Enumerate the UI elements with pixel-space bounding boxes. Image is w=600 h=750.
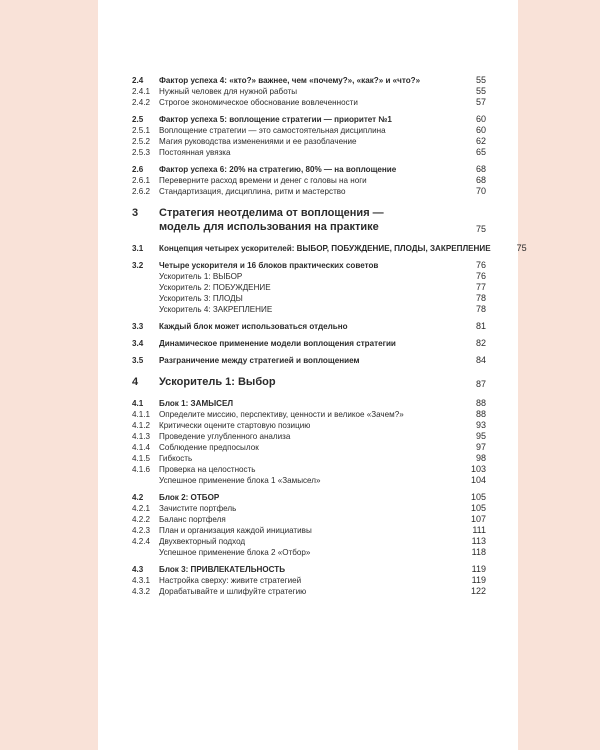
entry-number: 3.2 bbox=[132, 261, 144, 270]
toc-subsection[interactable] bbox=[132, 547, 486, 558]
page-number: 104 bbox=[470, 475, 486, 485]
page-number: 75 bbox=[475, 224, 486, 234]
entry-number: 4.2.2 bbox=[132, 515, 151, 524]
entry-number: 2.4.1 bbox=[132, 87, 151, 96]
entry-number: 2.5.3 bbox=[132, 148, 151, 157]
page-number: 87 bbox=[475, 379, 486, 389]
entry-number: 3.3 bbox=[132, 322, 144, 331]
page-number: 84 bbox=[475, 355, 486, 365]
page-number: 119 bbox=[471, 575, 486, 585]
toc-subsection[interactable] bbox=[132, 475, 486, 486]
entry-title: Блок 1: ЗАМЫСЕЛ bbox=[159, 399, 234, 408]
page-number: 70 bbox=[475, 186, 486, 196]
entry-number: 4.1.4 bbox=[132, 443, 151, 452]
toc-subsection[interactable] bbox=[132, 86, 486, 97]
page-number: 68 bbox=[475, 164, 486, 174]
page-number: 77 bbox=[475, 282, 486, 292]
toc-subsection[interactable] bbox=[132, 409, 486, 420]
toc-subsection[interactable] bbox=[132, 453, 486, 464]
toc-section[interactable] bbox=[132, 392, 486, 409]
page-number: 60 bbox=[475, 114, 486, 124]
entry-number: 4.3 bbox=[132, 565, 144, 574]
page-number: 78 bbox=[475, 304, 486, 314]
entry-number: 4.1.6 bbox=[132, 465, 151, 474]
entry-number: 4.1.1 bbox=[132, 410, 151, 419]
entry-number: 2.4 bbox=[132, 76, 144, 85]
entry-title: Ускоритель 4: ЗАКРЕПЛЕНИЕ bbox=[159, 305, 273, 314]
toc-section[interactable] bbox=[132, 69, 486, 86]
page-number: 95 bbox=[475, 431, 486, 441]
chapter-title bbox=[159, 375, 450, 389]
chapter-title-line: модель для использования на практике bbox=[159, 221, 379, 233]
page-number: 118 bbox=[471, 547, 486, 557]
entry-number: 3.4 bbox=[132, 339, 144, 348]
toc-subsection[interactable] bbox=[132, 97, 486, 108]
entry-title: Баланс портфеля bbox=[159, 515, 226, 524]
entry-number: 2.6.2 bbox=[132, 187, 151, 196]
entry-title: Гибкость bbox=[159, 454, 193, 463]
entry-number: 4.3.1 bbox=[132, 576, 151, 585]
entry-title: Проведение углубленного анализа bbox=[159, 432, 291, 441]
entry-number: 3.5 bbox=[132, 356, 144, 365]
entry-title: Успешное применение блока 1 «Замысел» bbox=[159, 476, 321, 485]
entry-title: Магия руководства изменениями и ее разоблачение bbox=[159, 137, 357, 146]
entry-title: План и организация каждой инициативы bbox=[159, 526, 312, 535]
toc-section[interactable] bbox=[132, 254, 486, 271]
toc-section[interactable] bbox=[132, 237, 527, 254]
book-page bbox=[98, 0, 527, 750]
entry-number: 4.3.2 bbox=[132, 587, 151, 596]
entry-number: 4.2.4 bbox=[132, 537, 151, 546]
toc-subsection[interactable] bbox=[132, 514, 486, 525]
page-number: 113 bbox=[471, 536, 486, 546]
entry-number: 2.6.1 bbox=[132, 176, 151, 185]
entry-title: Проверка на целостность bbox=[159, 465, 256, 474]
entry-title: Настройка сверху: живите стратегией bbox=[159, 576, 302, 585]
entry-title: Строгое экономическое обоснование вовлеченности bbox=[159, 98, 358, 107]
entry-number: 4.2.1 bbox=[132, 504, 151, 513]
entry-number: 4.1.2 bbox=[132, 421, 151, 430]
page-number: 82 bbox=[475, 338, 486, 348]
entry-number: 2.6 bbox=[132, 165, 144, 174]
toc-subsection[interactable] bbox=[132, 575, 486, 586]
entry-number: 3.1 bbox=[132, 244, 144, 253]
page-number: 65 bbox=[475, 147, 486, 157]
entry-title: Воплощение стратегии — это самостоятельная дисциплина bbox=[159, 126, 386, 135]
entry-title: Фактор успеха 6: 20% на стратегию, 80% — на воплощение bbox=[159, 165, 397, 174]
page-number: 57 bbox=[475, 97, 486, 107]
entry-title: Постоянная увязка bbox=[159, 148, 231, 157]
entry-number: 2.5 bbox=[132, 115, 144, 124]
page-number: 60 bbox=[475, 125, 486, 135]
entry-number: 2.5.1 bbox=[132, 126, 151, 135]
entry-number: 4.1 bbox=[132, 399, 144, 408]
page-number: 103 bbox=[470, 464, 486, 474]
entry-number: 4.2 bbox=[132, 493, 144, 502]
toc-section[interactable] bbox=[132, 158, 486, 175]
entry-number: 4.1.5 bbox=[132, 454, 151, 463]
page-number: 107 bbox=[470, 514, 486, 524]
toc-section[interactable] bbox=[132, 349, 486, 366]
toc-subsection[interactable] bbox=[132, 536, 486, 547]
page-number: 119 bbox=[471, 564, 486, 574]
toc-chapter[interactable] bbox=[132, 197, 486, 237]
entry-title: Ускоритель 2: ПОБУЖДЕНИЕ bbox=[159, 283, 271, 292]
toc-subsection[interactable] bbox=[132, 525, 486, 536]
entry-title: Ускоритель 3: ПЛОДЫ bbox=[159, 294, 243, 303]
toc-chapter[interactable] bbox=[132, 366, 486, 392]
toc-subsection[interactable] bbox=[132, 420, 486, 431]
page-number: 76 bbox=[475, 271, 486, 281]
entry-title: Разграничение между стратегией и воплощением bbox=[159, 356, 360, 365]
entry-title: Успешное применение блока 2 «Отбор» bbox=[159, 548, 311, 557]
entry-title: Двухвекторный подход bbox=[159, 537, 246, 546]
page-number: 88 bbox=[475, 409, 486, 419]
page-number: 81 bbox=[475, 321, 486, 331]
page-number: 55 bbox=[475, 75, 486, 85]
page-number: 97 bbox=[475, 442, 486, 452]
entry-title: Ускоритель 1: ВЫБОР bbox=[159, 272, 243, 281]
entry-title: Каждый блок может использоваться отдельно bbox=[159, 322, 348, 331]
page-number: 62 bbox=[475, 136, 486, 146]
table-of-contents bbox=[132, 69, 527, 597]
entry-number: 2.4.2 bbox=[132, 98, 151, 107]
entry-title: Соблюдение предпосылок bbox=[159, 443, 259, 452]
toc-subsection[interactable] bbox=[132, 175, 486, 186]
entry-title: Стандартизация, дисциплина, ритм и мастерство bbox=[159, 187, 346, 196]
page-number: 122 bbox=[470, 586, 486, 596]
toc-section[interactable] bbox=[132, 108, 486, 125]
page-number: 78 bbox=[475, 293, 486, 303]
page-number: 105 bbox=[470, 503, 486, 513]
toc-section[interactable] bbox=[132, 332, 486, 349]
entry-number: 2.5.2 bbox=[132, 137, 151, 146]
page-number: 93 bbox=[475, 420, 486, 430]
toc-subsection[interactable] bbox=[132, 125, 486, 136]
chapter-title-line: Стратегия неотделима от воплощения — bbox=[159, 207, 384, 219]
chapter-number: 4 bbox=[132, 376, 139, 388]
toc-section[interactable] bbox=[132, 315, 486, 332]
entry-title: Блок 3: ПРИВЛЕКАТЕЛЬНОСТЬ bbox=[159, 565, 286, 574]
entry-title: Блок 2: ОТБОР bbox=[159, 493, 220, 502]
entry-title: Фактор успеха 5: воплощение стратегии — приоритет №1 bbox=[159, 115, 392, 124]
entry-title: Переверните расход времени и денег с головы на ноги bbox=[159, 176, 367, 185]
page-number: 111 bbox=[472, 525, 486, 535]
entry-number: 4.2.3 bbox=[132, 526, 151, 535]
page-number: 88 bbox=[475, 398, 486, 408]
entry-title: Фактор успеха 4: «кто?» важнее, чем «почему?», «как?» и «что?» bbox=[159, 76, 421, 85]
toc-section[interactable] bbox=[132, 486, 486, 503]
page-number: 98 bbox=[475, 453, 486, 463]
page-number: 105 bbox=[470, 492, 486, 502]
page-number: 76 bbox=[475, 260, 486, 270]
toc-subsection[interactable] bbox=[132, 293, 486, 304]
entry-title: Четыре ускорителя и 16 блоков практических советов bbox=[159, 261, 379, 270]
entry-title: Динамическое применение модели воплощения стратегии bbox=[159, 339, 396, 348]
entry-title: Определите миссию, перспективу, ценности и великое «Зачем?» bbox=[159, 410, 404, 419]
toc-subsection[interactable] bbox=[132, 442, 486, 453]
entry-title: Нужный человек для нужной работы bbox=[159, 87, 298, 96]
toc-subsection[interactable] bbox=[132, 503, 486, 514]
toc-subsection[interactable] bbox=[132, 431, 486, 442]
toc-subsection[interactable] bbox=[132, 282, 486, 293]
chapter-number: 3 bbox=[132, 207, 139, 219]
toc-subsection[interactable] bbox=[132, 464, 486, 475]
page-number: 55 bbox=[475, 86, 486, 96]
toc-subsection[interactable] bbox=[132, 586, 486, 597]
entry-title: Критически оцените стартовую позицию bbox=[159, 421, 311, 430]
entry-number: 4.1.3 bbox=[132, 432, 151, 441]
page-number: 75 bbox=[516, 243, 527, 253]
entry-title: Зачистите портфель bbox=[159, 504, 237, 513]
entry-title: Дорабатывайте и шлифуйте стратегию bbox=[159, 587, 307, 596]
toc-section[interactable] bbox=[132, 558, 486, 575]
toc-subsection[interactable] bbox=[132, 304, 486, 315]
page-number: 68 bbox=[475, 175, 486, 185]
toc-subsection[interactable] bbox=[132, 147, 486, 158]
toc-subsection[interactable] bbox=[132, 186, 486, 197]
toc-subsection[interactable] bbox=[132, 136, 486, 147]
chapter-title bbox=[159, 206, 450, 234]
toc-subsection[interactable] bbox=[132, 271, 486, 282]
chapter-title-line: Ускоритель 1: Выбор bbox=[159, 376, 276, 388]
entry-title: Концепция четырех ускорителей: ВЫБОР, ПОБУЖДЕНИЕ, ПЛОДЫ, ЗАКРЕПЛЕНИЕ bbox=[159, 244, 491, 253]
